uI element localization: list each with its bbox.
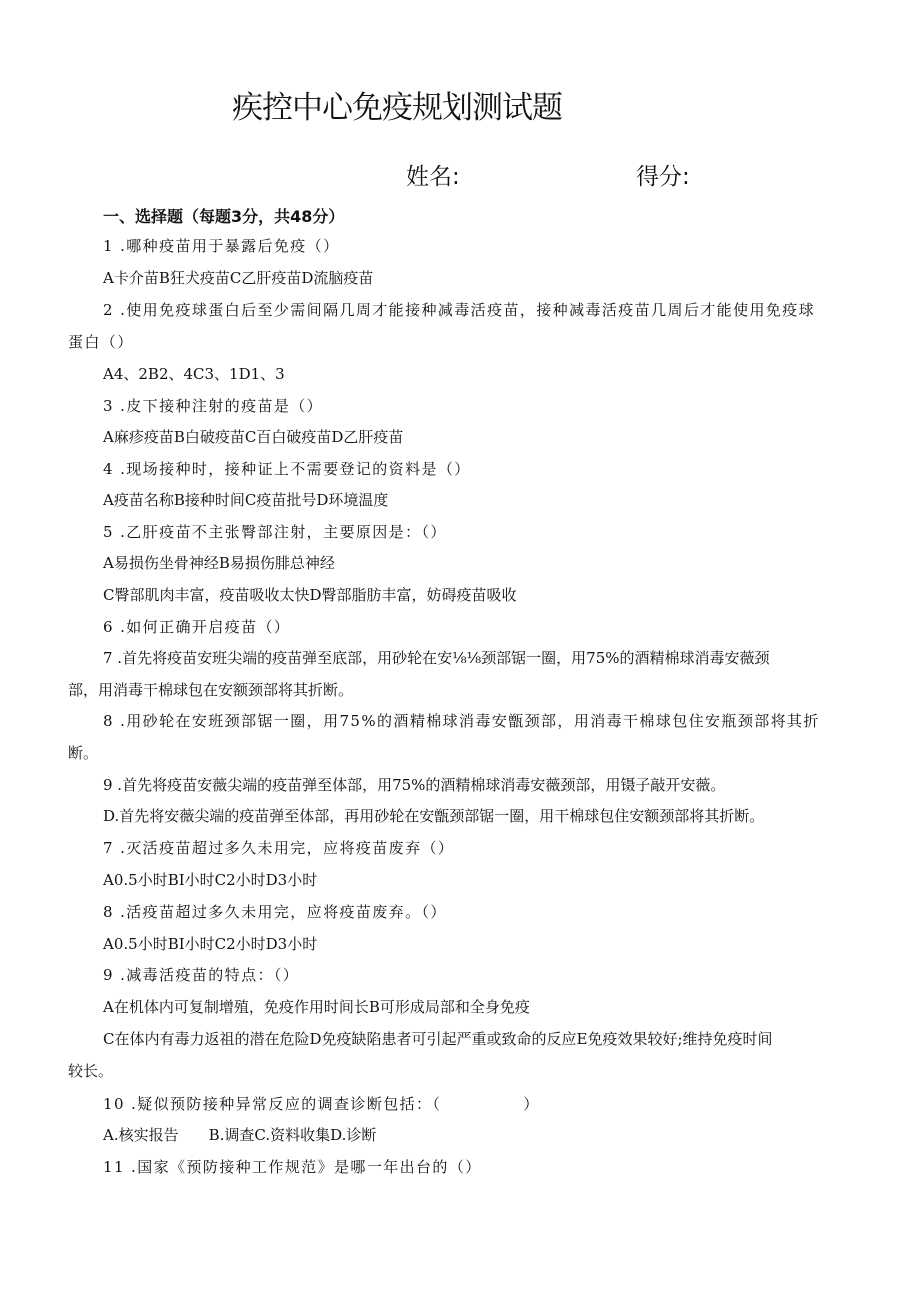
question-line: 11 .国家《预防接种工作规范》是哪一年出台的（） [103, 1158, 482, 1176]
options-line: A麻疹疫苗B白破疫苗C百白破疫苗D乙肝疫苗 [103, 428, 404, 446]
question-line: 2 .使用免疫球蛋白后至少需间隔几周才能接种减毒活疫苗，接种减毒活疫苗几周后才能使用免疫球 [103, 301, 816, 319]
question-line: 5 .乙肝疫苗不主张臀部注射，主要原因是：（） [103, 523, 447, 541]
question-continuation: 较长。 [68, 1062, 114, 1080]
question-line: 1 .哪种疫苗用于暴露后免疫（） [103, 237, 340, 255]
options-line: A疫苗名称B接种时间C疫苗批号D环境温度 [103, 491, 389, 509]
options-line: A.核实报告 B.调查C.资料收集D.诊断 [103, 1126, 377, 1144]
question-line: 9 .减毒活疫苗的特点：（） [103, 966, 300, 984]
score-field-label: 得分: [636, 164, 690, 190]
section-heading: 一、选择题（每题3分，共48分） [103, 207, 345, 226]
question-continuation: 断。 [68, 744, 99, 762]
question-line: 8 .活疫苗超过多久未用完，应将疫苗废弃。（） [103, 903, 447, 921]
options-line: C臀部肌肉丰富，疫苗吸收太快D臀部脂肪丰富，妨碍疫苗吸收 [103, 586, 517, 604]
question-continuation: 蛋白（） [68, 333, 134, 351]
question-line: 4 .现场接种时，接种证上不需要登记的资料是（） [103, 460, 471, 478]
question-line: 6 .如何正确开启疫苗（） [103, 618, 291, 636]
document-title: 疾控中心免疫规划测试题 [232, 90, 562, 126]
question-line: 3 .皮下接种注射的疫苗是（） [103, 397, 324, 415]
options-line: A卡介苗B狂犬疫苗C乙肝疫苗D流脑疫苗 [103, 269, 374, 287]
name-field-label: 姓名: [406, 164, 460, 190]
options-line: C在体内有毒力返祖的潜在危险D免疫缺陷患者可引起严重或致命的反应E免疫效果较好;维持免疫时间 [103, 1030, 773, 1048]
options-line: A0.5小时BI小时C2小时D3小时 [103, 871, 318, 889]
question-line: 9 .首先将疫苗安薇尖端的疫苗弹至体部，用75%的酒精棉球消毒安薇颈部，用镊子敲开安薇。 [103, 776, 726, 794]
options-line: A0.5小时BI小时C2小时D3小时 [103, 935, 318, 953]
question-continuation: 部，用消毒干棉球包在安额颈部将其折断。 [68, 681, 354, 699]
options-line: D.首先将安薇尖端的疫苗弹至体部，再用砂轮在安甑颈部锯一圈，用干棉球包住安额颈部将其折断。 [103, 807, 765, 825]
options-line: A在机体内可复制增殖，免疫作用时间长B可形成局部和全身免疫 [103, 998, 530, 1016]
options-line: A4、2B2、4C3、1D1、3 [103, 365, 285, 383]
options-line: A易损伤坐骨神经B易损伤腓总神经 [103, 554, 335, 572]
question-line: 7 .灭活疫苗超过多久未用完，应将疫苗废弃（） [103, 839, 455, 857]
question-line: 7 .首先将疫苗安班尖端的疫苗弹至底部，用砂轮在安⅛⅛颈部锯一圈，用75%的酒精棉球消毒安薇颈 [103, 649, 770, 667]
question-line: 10 .疑似预防接种异常反应的调查诊断包括：（ ） [103, 1095, 540, 1113]
question-line: 8 .用砂轮在安班颈部锯一圈，用75%的酒精棉球消毒安甑颈部，用消毒干棉球包住安瓶颈部将其折 [103, 712, 820, 730]
